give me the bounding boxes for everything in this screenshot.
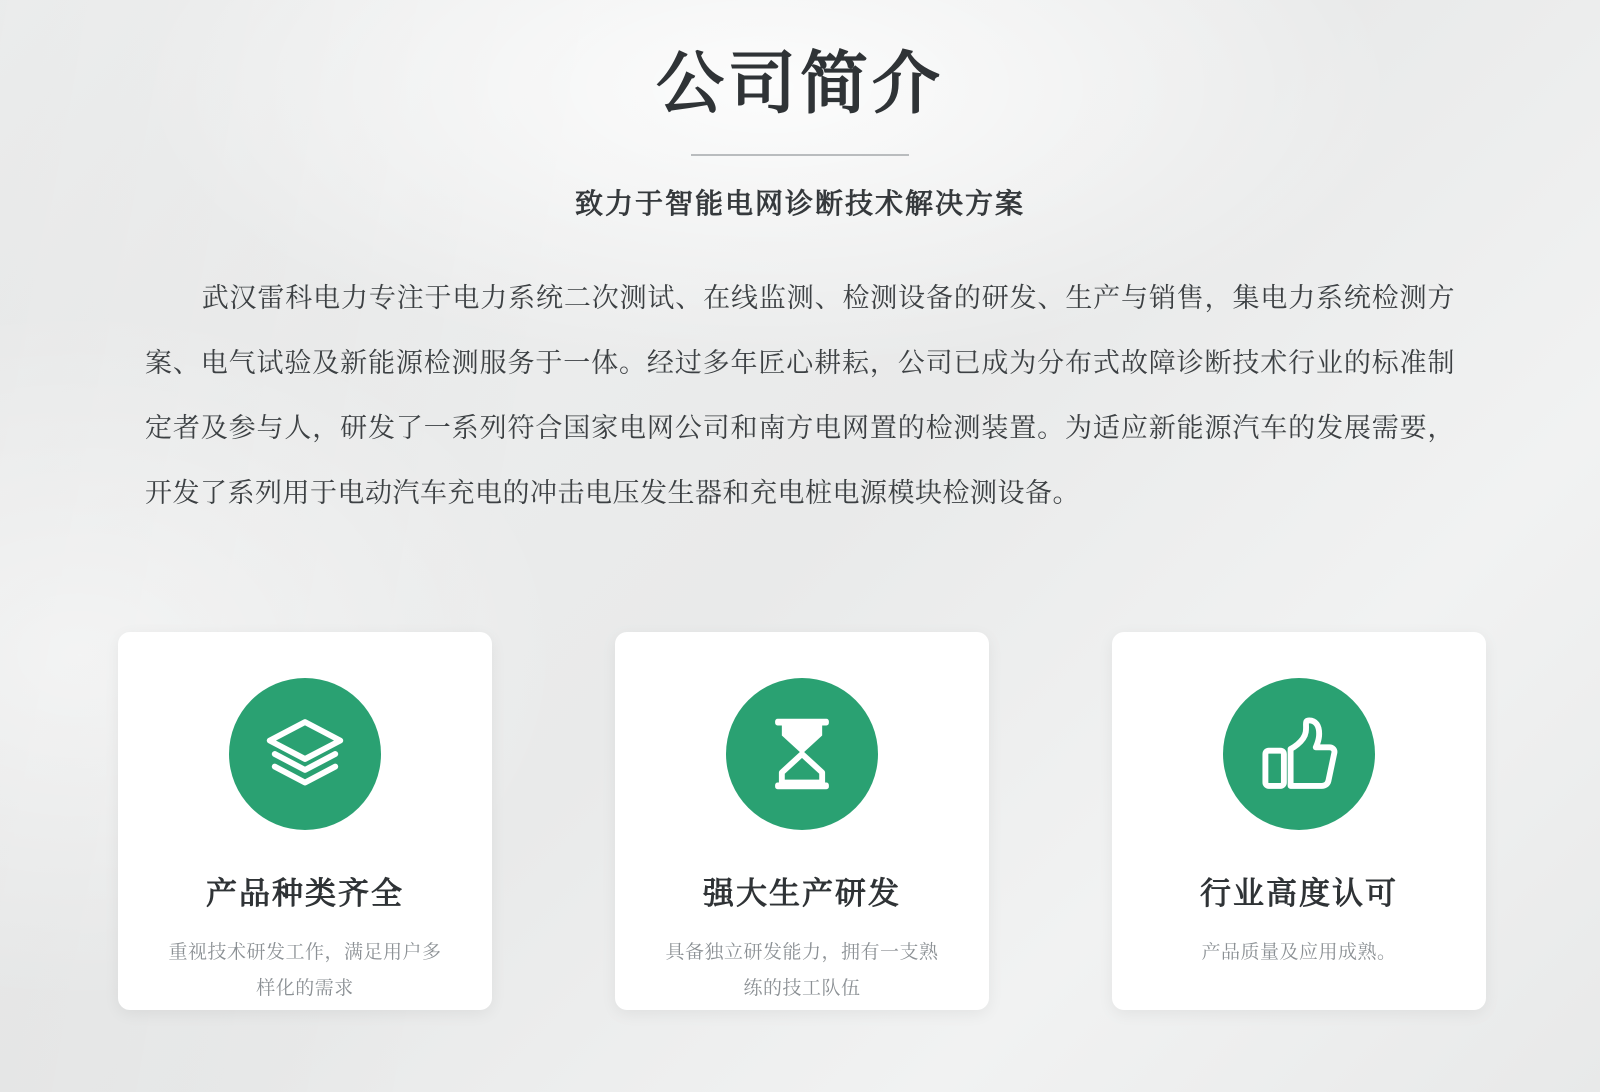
hourglass-icon: [726, 678, 878, 830]
feature-card: [118, 632, 492, 1010]
feature-card-title: 行业高度认可: [1200, 876, 1398, 911]
layers-icon: [229, 678, 381, 830]
feature-card-description: 重视技术研发工作，满足用户多样化的需求: [168, 942, 442, 999]
page-subtitle: 致力于智能电网诊断技术解决方案: [574, 187, 1025, 219]
intro-paragraph: 武汉雷科电力专注于电力系统二次测试、在线监测、检测设备的研发、生产与销售，集电力系统检测方案、电气试验及新能源检测服务于一体。经过多年匠心耕耘，公司已成为分布式故障诊断技术行业的标准制定者及参与人，研发了一系列符合国家电网公司和南方电网置的检测装置。为适应新能源汽车的发展需要，开发了系列用于电动汽车充电的冲击电压发生器和充电桩电源模块检测设备。: [145, 282, 1455, 508]
thumbs-up-icon: [1223, 678, 1375, 830]
feature-card-list: [118, 632, 1486, 1010]
page-header: [0, 0, 1600, 222]
feature-card-description: 具备独立研发能力，拥有一支熟练的技工队伍: [665, 942, 939, 999]
feature-card: [615, 632, 989, 1010]
feature-card-description: 产品质量及应用成熟。: [1201, 942, 1397, 963]
title-divider: [691, 154, 909, 156]
feature-card-title: 强大生产研发: [703, 876, 901, 911]
feature-card-title: 产品种类齐全: [206, 876, 404, 911]
feature-card: [1112, 632, 1486, 1010]
page-title: 公司简介: [655, 46, 944, 122]
